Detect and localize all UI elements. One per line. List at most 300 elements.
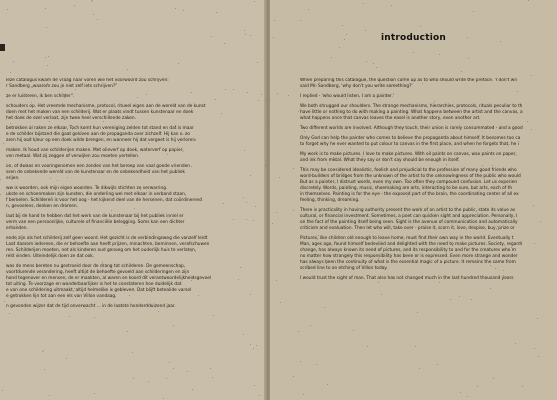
- paper-speck: [250, 175, 251, 176]
- english-text-line: Pictures, like children old enough to leave home, must find their own way in the world. Eventually t: [300, 236, 514, 241]
- paper-speck: [128, 118, 129, 119]
- paper-speck: [246, 219, 247, 220]
- paper-speck: [324, 307, 325, 308]
- paper-speck: [537, 318, 538, 319]
- paper-speck: [97, 19, 98, 20]
- english-text-line: Man, ages ago, found himself bedeviled and delighted with the need to make pictures. Society, regardl: [300, 242, 522, 247]
- paper-speck: [265, 165, 266, 166]
- paper-speck: [7, 9, 8, 10]
- english-text-line: change, has always known its need of pictures, and its responsibility to and for the creatures who m: [300, 248, 516, 253]
- paper-speck: [293, 168, 294, 169]
- paper-speck: [169, 362, 170, 363]
- english-paragraph: [300, 94, 557, 100]
- paper-speck: [273, 37, 274, 38]
- english-paragraph: [300, 78, 557, 90]
- dutch-text-line: laat bij de hand te hebben dat het werk van de kunstenaar bij het publiek inniel er: [6, 214, 184, 219]
- paper-speck: [16, 239, 17, 240]
- dutch-text-line: erijen.: [6, 176, 20, 181]
- english-paragraph: [300, 236, 557, 272]
- paper-speck: [298, 331, 299, 332]
- paper-speck: [492, 165, 493, 166]
- dutch-text-line: hond tegenover en mensen, de er maakten, al waren en koord dit verantwoordelijkheidsgevoel: [6, 276, 212, 281]
- paper-speck: [490, 265, 491, 266]
- paper-speck: [93, 14, 94, 15]
- paper-speck: [74, 288, 75, 289]
- paper-speck: [256, 345, 257, 346]
- paper-speck: [50, 178, 51, 179]
- paper-speck: [192, 389, 193, 390]
- paper-speck: [195, 139, 196, 140]
- paper-speck: [460, 392, 461, 393]
- paper-speck: [482, 165, 483, 166]
- paper-speck: [368, 199, 369, 200]
- english-text-line: cultural, or financial investment. Sometimes, a poet can quicken sight and appreciation. Personally, I: [300, 214, 518, 219]
- english-text-line: said Mr. Sandberg, 'why don't you write something?': [300, 84, 413, 89]
- dutch-text-line: het doek de ezel verlaat, zijn twee heel verschillende zaken.: [6, 116, 137, 121]
- paper-speck: [261, 94, 262, 95]
- paper-speck: [10, 72, 11, 73]
- paper-speck: [439, 54, 440, 55]
- paper-speck: [133, 378, 134, 379]
- paper-speck: [153, 233, 154, 234]
- paper-speck: [391, 5, 392, 6]
- paper-speck: [102, 262, 103, 263]
- paper-speck: [137, 97, 138, 98]
- english-text-line: in themselves. Painting is for the eye - the exposed part of the brain, the coordinating center of all ex: [300, 192, 519, 197]
- paper-speck: [46, 27, 47, 28]
- paper-speck: [254, 1, 255, 2]
- paper-speck: [498, 105, 499, 106]
- paper-speck: [342, 25, 343, 26]
- paper-speck: [7, 97, 8, 98]
- dutch-text-line: schouders op. Het vreemde mechanisme, protocol, ritueel eigen aan de wereld van de kunst: [6, 104, 206, 109]
- paper-speck: [70, 290, 71, 291]
- english-text-line: We both shrugged our shoulders. The strange mechanisms, hierarchies, protocols, rituals peculiar to th: [300, 104, 523, 109]
- paper-speck: [419, 368, 420, 369]
- paper-speck: [279, 177, 280, 178]
- paper-speck: [233, 219, 234, 220]
- paper-speck: [45, 57, 46, 58]
- paper-speck: [300, 20, 301, 21]
- paper-speck: [0, 179, 1, 180]
- paper-speck: [92, 1, 93, 2]
- paper-speck: [421, 260, 422, 261]
- paper-speck: [353, 330, 354, 331]
- dutch-paragraph: [6, 164, 262, 182]
- english-text-line: to forget why he ever wanted to put colour to canvas in the first place, and when he forgets that, he i: [300, 142, 519, 147]
- english-text-line: criticism and evaluation. Then let who will, take over - praise it, scorn it, love, despise, buy, prize or: [300, 226, 515, 231]
- paper-speck: [362, 156, 363, 157]
- paper-speck: [316, 85, 317, 86]
- dutch-text-line: tot uiting. Te voorzage en wonderbaarlijker is het te constateren hoe duidelijk dat: [6, 282, 182, 287]
- dutch-paragraph: [6, 104, 262, 122]
- english-text-line: feeling, thinking, dreaming.: [300, 198, 360, 203]
- dutch-text-line: doen met het maken van een schilderij. Wat er plaats vindt tussen kunstenaar en doek: [6, 110, 194, 115]
- paper-speck: [259, 395, 260, 396]
- dutch-text-line: on, of dwaas en vooringenomen een zondes van het beroep van vaal goede vrienden: [6, 164, 190, 169]
- english-text-line: I replied - 'who would listen, I am a painter.': [300, 94, 395, 99]
- paper-speck: [374, 118, 375, 119]
- paper-speck: [191, 92, 192, 93]
- dutch-text-line: voortdurende verandering, heeft altijd de behoefte gevoeld aan schilderingen en zijn: [6, 270, 190, 275]
- paper-speck: [187, 371, 188, 372]
- paper-speck: [304, 131, 305, 132]
- paper-speck: [461, 71, 462, 72]
- paper-speck: [268, 123, 269, 124]
- paper-speck: [253, 220, 254, 221]
- paper-speck: [243, 197, 244, 198]
- paper-speck: [515, 343, 516, 344]
- paper-speck: [212, 377, 213, 378]
- paper-speck: [350, 147, 351, 148]
- paper-speck: [471, 299, 472, 300]
- paper-speck: [13, 61, 14, 62]
- dutch-text-line: maken. Ik houd van schilderijen maken. Met olieverf op doek, waterverf op papier,: [6, 148, 184, 153]
- english-text-line: Only God can help the painter who comes to believe the propaganda about himself. It becomes too ca: [300, 136, 521, 141]
- dutch-text-line: e de schilder bijstand die gaat geloven aan de propaganda over zichzelf. Hij kan o. zo: [6, 132, 190, 137]
- paper-speck: [433, 276, 434, 277]
- paper-speck: [245, 34, 246, 35]
- page-edge-mark: [0, 44, 5, 51]
- paper-speck: [333, 157, 334, 158]
- paper-speck: [352, 158, 353, 159]
- english-text-line: on the fact of the painting itself being seen. Sight is the avenue of communication and automatically: [300, 220, 518, 225]
- paper-speck: [16, 198, 17, 199]
- paper-speck: [132, 352, 133, 353]
- english-text-line: word-builders of bridges from the unknown of the artist to the unknowingness of the public who would: [300, 174, 521, 179]
- paper-speck: [417, 312, 418, 313]
- paper-speck: [56, 164, 57, 165]
- paper-speck: [2, 390, 3, 391]
- paper-speck: [66, 358, 67, 359]
- dutch-text-line: n, gevoelens, denken en dromen.: [6, 204, 79, 209]
- paper-speck: [191, 280, 192, 281]
- paper-speck: [277, 93, 278, 94]
- paper-speck: [155, 194, 156, 195]
- dutch-paragraph: [6, 148, 262, 160]
- paper-speck: [473, 11, 474, 12]
- paper-speck: [64, 97, 65, 98]
- paper-speck: [531, 75, 532, 76]
- paper-speck: [452, 245, 453, 246]
- english-text-line: have little or nothing to do with making a painting. What happens between the artist and the canvas, a: [300, 110, 523, 115]
- paper-speck: [9, 313, 10, 314]
- paper-speck: [111, 290, 112, 291]
- paper-speck: [403, 127, 404, 128]
- dutch-text-line: erhanden.: [6, 226, 28, 231]
- paper-speck: [309, 226, 310, 227]
- paper-speck: [468, 58, 469, 59]
- paper-speck: [311, 194, 312, 195]
- english-text-line: This may be considered idealistic, foolish and prejudicial to the profession of many good friends who: [300, 168, 517, 173]
- paper-speck: [35, 141, 36, 142]
- dutch-text-line: ende zijn als het schilderij zelf geen woord. Het gezicht is de verbindingsweg die vanzelf leidt: [6, 236, 208, 241]
- paper-speck: [443, 136, 444, 137]
- paper-speck: [258, 100, 259, 101]
- english-text-line: discretely. Words, painting, music, shoemaking are arts, interacting to be sure, but arts, each of th: [300, 186, 513, 191]
- paper-speck: [221, 113, 222, 114]
- paper-speck: [210, 368, 211, 369]
- paper-speck: [42, 351, 43, 352]
- paper-speck: [244, 30, 245, 31]
- page-title: introduction: [381, 33, 446, 43]
- paper-speck: [503, 270, 504, 271]
- paper-speck: [327, 163, 328, 164]
- paper-speck: [3, 143, 4, 144]
- paper-speck: [238, 279, 239, 280]
- english-paragraph: [300, 136, 557, 148]
- english-text-line: Two different worlds are involved. Although they touch, their union is rarely consummated - and a good: [300, 126, 523, 131]
- paper-speck: [413, 52, 414, 53]
- paper-speck: [26, 164, 27, 165]
- english-text-line: There is practicality in having authority present the work of an artist to the public, state its value as: [300, 208, 516, 213]
- paper-speck: [153, 140, 154, 141]
- paper-speck: [51, 197, 52, 198]
- paper-speck: [59, 198, 60, 199]
- paper-speck: [183, 10, 184, 11]
- paper-speck: [173, 368, 174, 369]
- paper-speck: [247, 92, 248, 93]
- paper-speck: [407, 196, 408, 197]
- paper-speck: [233, 89, 234, 90]
- paper-speck: [434, 101, 435, 102]
- paper-speck: [415, 346, 416, 347]
- english-paragraph: [300, 168, 557, 204]
- paper-speck: [67, 129, 68, 130]
- paper-speck: [538, 356, 539, 357]
- paper-speck: [335, 160, 336, 161]
- paper-speck: [28, 147, 29, 148]
- english-text-line: But as a painter, I distrust words, even my own. Too often they compound confusion. Let us experien: [300, 180, 518, 185]
- paper-speck: [72, 129, 73, 130]
- paper-speck: [69, 316, 70, 317]
- paper-speck: [255, 206, 256, 207]
- dutch-paragraph: [6, 236, 262, 260]
- paper-speck: [420, 26, 421, 27]
- paper-speck: [75, 89, 76, 90]
- paper-speck: [49, 395, 50, 396]
- paper-speck: [446, 164, 447, 165]
- paper-speck: [422, 83, 423, 84]
- paper-speck: [534, 348, 535, 349]
- paper-speck: [223, 203, 224, 204]
- paper-speck: [19, 155, 20, 156]
- dutch-text-line: ren. Schilderijen moeten, net als kinderen oud genoeg om het ouderlijk huis te verlaten,: [6, 248, 197, 253]
- paper-speck: [166, 378, 167, 379]
- paper-speck: [365, 30, 366, 31]
- paper-speck: [94, 317, 95, 318]
- paper-speck: [528, 0, 529, 1]
- paper-speck: [312, 117, 313, 118]
- paper-speck: [300, 361, 301, 362]
- paper-speck: [493, 137, 494, 138]
- english-text-line: has always been the continuity of what is the essential magic of a picture. It remains the same from: [300, 260, 516, 265]
- paper-speck: [67, 177, 68, 178]
- paper-speck: [490, 288, 491, 289]
- paper-speck: [318, 235, 319, 236]
- english-text-line: I would trust the sight of man. That also has not changed much in the last hundred thousand years: [300, 276, 514, 281]
- paper-speck: [127, 69, 128, 70]
- paper-speck: [244, 150, 245, 151]
- dutch-text-line: betrokken al raken ze elkaar. Toch komt hun vereniging zelden tot stand en dat is maar: [6, 126, 194, 131]
- paper-speck: [467, 37, 468, 38]
- paper-speck: [280, 302, 281, 303]
- english-text-column: [300, 78, 557, 286]
- paper-speck: [148, 143, 149, 144]
- dutch-text-line: leze catalogus kwam de vraag naar voren wie het voorwoord zou schrijven:: [6, 78, 169, 83]
- paper-speck: [316, 364, 317, 365]
- paper-speck: [342, 172, 343, 173]
- paper-speck: [73, 282, 74, 283]
- paper-speck: [298, 111, 299, 112]
- paper-speck: [127, 331, 128, 332]
- paper-speck: [493, 378, 494, 379]
- dutch-paragraph: [6, 214, 262, 232]
- paper-speck: [363, 3, 364, 4]
- paper-speck: [522, 386, 523, 387]
- dutch-text-line: aren hij ooit kleur op een doek wilde brengen, en wanneer hij dat vergeet is hij verloren.: [6, 138, 197, 143]
- paper-speck: [344, 39, 345, 40]
- paper-speck: [62, 130, 63, 131]
- paper-speck: [288, 95, 289, 96]
- paper-speck: [215, 99, 216, 100]
- dutch-text-line: ze er luisteren, ik ben schilder".: [6, 94, 75, 99]
- paper-speck: [376, 67, 377, 68]
- paper-speck: [325, 176, 326, 177]
- paper-speck: [175, 125, 176, 126]
- paper-speck: [253, 348, 254, 349]
- paper-speck: [49, 121, 50, 122]
- paper-speck: [216, 12, 217, 13]
- right-page: [270, 0, 557, 400]
- paper-speck: [198, 295, 199, 296]
- paper-speck: [0, 194, 1, 195]
- paper-speck: [213, 315, 214, 316]
- paper-speck: [517, 91, 518, 92]
- english-text-line: scribed line to an etching of Villon today.: [300, 266, 388, 271]
- dutch-paragraph: [6, 94, 262, 100]
- paper-speck: [47, 65, 48, 66]
- paper-speck: [173, 325, 174, 326]
- paper-speck: [74, 5, 75, 6]
- paper-speck: [16, 224, 17, 225]
- paper-speck: [503, 275, 504, 276]
- dutch-text-line: ven metaal. Wat zij zeggen of verwijlen zou moeten vertellen.: [6, 154, 140, 159]
- paper-speck: [191, 251, 192, 252]
- paper-speck: [185, 133, 186, 134]
- paper-speck: [33, 295, 34, 296]
- paper-speck: [276, 280, 277, 281]
- paper-speck: [111, 210, 112, 211]
- paper-speck: [381, 294, 382, 295]
- paper-speck: [272, 223, 273, 224]
- english-text-line: When preparing this catalogue, the question came up as to who should write the preface. 'I don't wri: [300, 78, 518, 83]
- paper-speck: [425, 33, 426, 34]
- dutch-paragraph: [6, 78, 262, 90]
- paper-speck: [534, 243, 535, 244]
- english-text-line: what happens once that canvas leaves the easel is another story, even another art.: [300, 116, 481, 121]
- paper-speck: [150, 305, 151, 306]
- paper-speck: [48, 56, 49, 57]
- paper-speck: [178, 63, 179, 64]
- paper-speck: [57, 180, 58, 181]
- paper-speck: [415, 255, 416, 256]
- paper-speck: [250, 35, 251, 36]
- paper-speck: [367, 346, 368, 347]
- paper-speck: [346, 98, 347, 99]
- paper-speck: [437, 364, 438, 365]
- dutch-text-line: ukste en schoenmaken zijn kunsten, die onderling wel met elkaar in verband staan,: [6, 192, 187, 197]
- paper-speck: [392, 276, 393, 277]
- paper-speck: [49, 140, 50, 141]
- dutch-text-line: reld vinden. Uiteindelijk doen ze dat ook.: [6, 254, 95, 259]
- paper-speck: [158, 311, 159, 312]
- dutch-text-line: Laat daarom iedereen, die er behoefte aan heeft prijzen, minachten, beminnen, verafschuwen: [6, 242, 210, 247]
- paper-speck: [308, 9, 309, 10]
- english-text-line: and ink from metal. What they say or don't say should be enough in itself.: [300, 158, 460, 163]
- paper-speck: [243, 334, 244, 335]
- dutch-text-line: verm van een persoonlijke, culturele of financiële belegging. Soms kan een dichter: [6, 220, 185, 225]
- dutch-paragraph: [6, 304, 262, 310]
- paper-speck: [366, 61, 367, 62]
- paper-speck: [175, 8, 176, 9]
- dutch-text-column: [6, 78, 262, 314]
- paper-speck: [497, 226, 498, 227]
- paper-speck: [373, 63, 374, 64]
- paper-speck: [250, 294, 251, 295]
- paper-speck: [85, 308, 86, 309]
- paper-speck: [293, 210, 294, 211]
- dutch-text-line: e van one schildering uitmaakt, altijd helmelike is gebleven. Dat blijft betealide varsel: [6, 288, 192, 293]
- paper-speck: [44, 369, 45, 370]
- paper-speck: [540, 221, 541, 222]
- dutch-text-line: ww is woorden, ook mijn eigen woorden. Te dikwijls stichten ze verwarring.: [6, 186, 168, 191]
- paper-speck: [531, 129, 532, 130]
- paper-speck: [477, 386, 478, 387]
- paper-speck: [240, 267, 241, 268]
- paper-speck: [225, 89, 226, 90]
- paper-speck: [10, 123, 11, 124]
- paper-speck: [224, 43, 225, 44]
- paper-speck: [378, 258, 379, 259]
- paper-speck: [246, 202, 247, 203]
- paper-speck: [43, 350, 44, 351]
- paper-speck: [467, 396, 468, 397]
- paper-speck: [310, 325, 311, 326]
- paper-speck: [500, 41, 501, 42]
- paper-speck: [331, 57, 332, 58]
- paper-speck: [257, 62, 258, 63]
- paper-speck: [326, 187, 327, 188]
- english-paragraph: [300, 208, 557, 232]
- paper-speck: [191, 166, 192, 167]
- paper-speck: [28, 140, 29, 141]
- paper-speck: [269, 100, 270, 101]
- paper-speck: [126, 225, 127, 226]
- dutch-paragraph: [6, 264, 262, 300]
- dutch-text-line: f beroelen. Schilderen is voor het oog - het kijkend deel van de hersenen, dat coördinerend: [6, 198, 203, 203]
- paper-speck: [339, 47, 340, 48]
- paper-speck: [211, 36, 212, 37]
- paper-speck: [495, 268, 496, 269]
- dutch-text-line: ssen de onbekende wereld van de kunstenaar en de onbekendheid van het publiek: [6, 170, 186, 175]
- paper-speck: [140, 189, 141, 190]
- dutch-text-line: e getrokken lijn tot aan een els van Villon vandaag.: [6, 294, 117, 299]
- paper-speck: [167, 154, 168, 155]
- paper-speck: [533, 205, 534, 206]
- paper-speck: [94, 393, 95, 394]
- paper-speck: [47, 83, 48, 84]
